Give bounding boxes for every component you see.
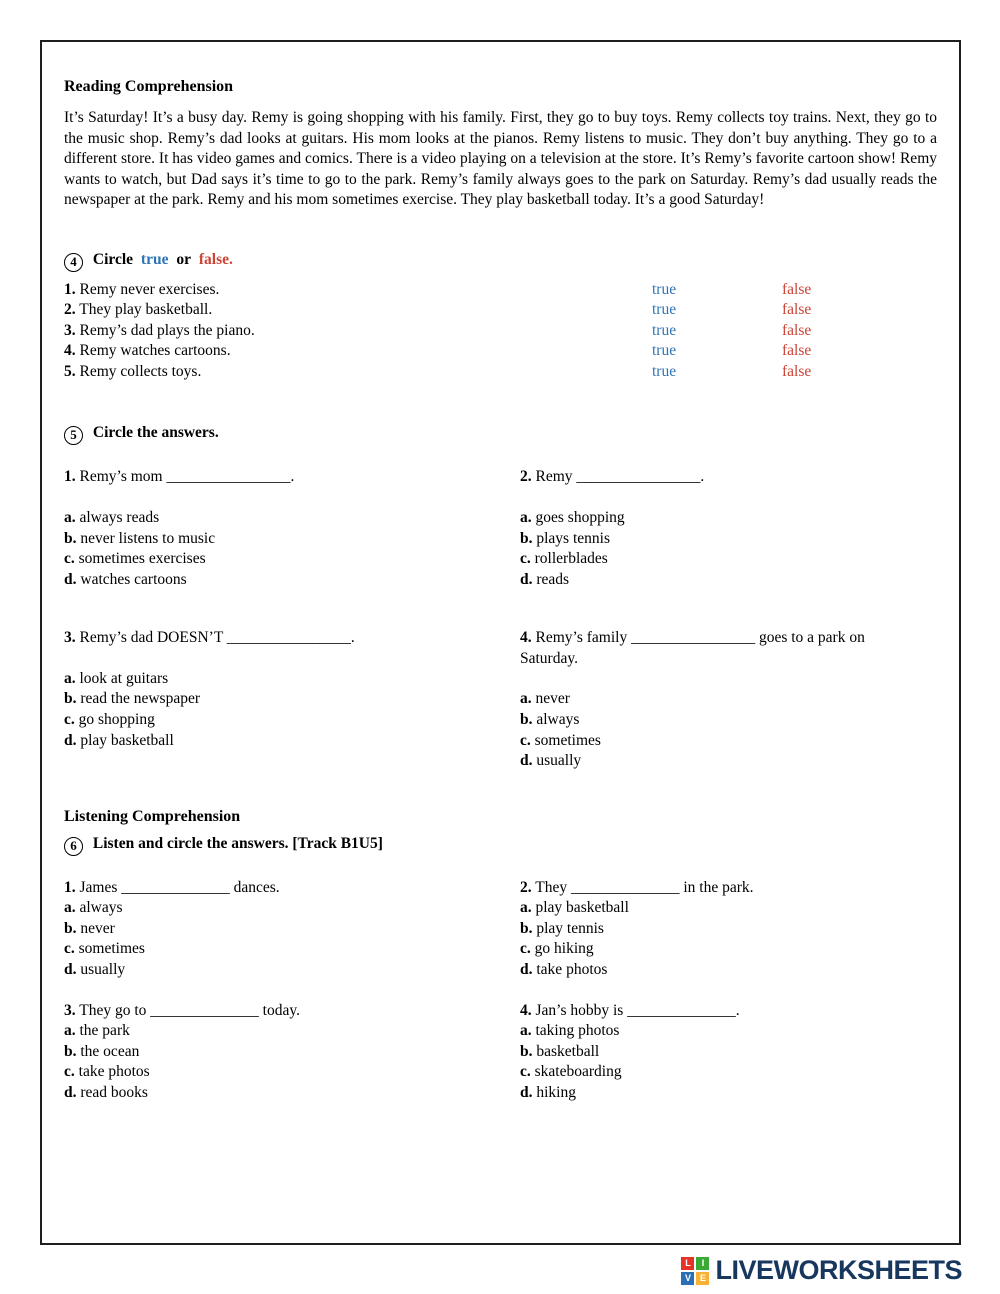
option-text: always: [536, 710, 580, 728]
question-number: 3.: [64, 629, 76, 647]
answer-option[interactable]: [64, 1042, 520, 1063]
question-block: [64, 628, 520, 771]
option-letter: a.: [520, 690, 532, 708]
tf-item-statement: Remy watches cartoons.: [79, 342, 231, 360]
section6-heading: [64, 835, 937, 856]
option-letter: c.: [64, 1063, 75, 1081]
heading-word-false: false.: [198, 250, 233, 268]
option-text: sometimes exercises: [78, 550, 206, 568]
question-text: Remy’s mom ________________.: [79, 468, 295, 486]
tf-true-option[interactable]: true: [652, 321, 677, 339]
answer-option[interactable]: [64, 570, 520, 591]
question-number: 3.: [64, 1001, 76, 1019]
liveworksheets-logo: [681, 1255, 962, 1286]
tf-true-option[interactable]: true: [652, 280, 677, 298]
question-block: [64, 878, 520, 981]
option-text: basketball: [536, 1042, 600, 1060]
question-text: Remy ________________.: [535, 468, 705, 486]
tf-item: [64, 321, 937, 342]
option-text: look at guitars: [79, 669, 169, 687]
option-text: take photos: [78, 1063, 150, 1081]
option-letter: a.: [520, 508, 532, 526]
answer-option[interactable]: [64, 1021, 520, 1042]
tf-item-number: 2.: [64, 301, 76, 319]
section6-heading-text: Listen and circle the answers. [Track B1U5]: [92, 834, 383, 852]
option-text: always reads: [79, 508, 160, 526]
question-text: They go to ______________ today.: [79, 1001, 300, 1019]
answer-option[interactable]: [64, 1062, 520, 1083]
tf-item-text: [64, 321, 652, 342]
liveworksheets-icon: [681, 1257, 709, 1285]
option-letter: b.: [64, 529, 77, 547]
option-text: never: [80, 919, 115, 937]
section5-heading: [64, 424, 937, 445]
answer-option[interactable]: [64, 960, 520, 981]
option-text: sometimes: [534, 731, 601, 749]
option-text: play basketball: [535, 899, 629, 917]
question-prompt: [520, 878, 920, 899]
option-letter: d.: [520, 1083, 533, 1101]
answer-option[interactable]: [64, 669, 520, 690]
worksheet-page: [40, 40, 961, 1245]
section6-questions: [64, 878, 937, 1104]
option-letter: c.: [64, 711, 75, 729]
answer-option[interactable]: [520, 508, 920, 529]
option-text: reads: [536, 570, 570, 588]
option-letter: d.: [64, 570, 77, 588]
answer-option[interactable]: [520, 549, 920, 570]
option-text: goes shopping: [535, 508, 625, 526]
option-letter: b.: [64, 919, 77, 937]
answer-option[interactable]: [520, 570, 920, 591]
answer-option[interactable]: [520, 529, 920, 550]
tf-item-text: [64, 280, 652, 301]
question-prompt: [64, 1001, 520, 1022]
tf-true-option[interactable]: true: [652, 362, 677, 380]
answer-option[interactable]: [520, 731, 920, 752]
question-block: [64, 1001, 520, 1104]
option-letter: a.: [520, 1022, 532, 1040]
answer-option[interactable]: [64, 710, 520, 731]
tf-item-number: 5.: [64, 362, 76, 380]
option-letter: c.: [520, 1063, 531, 1081]
logo-square-e: E: [696, 1272, 709, 1285]
tf-false-option[interactable]: false: [782, 342, 812, 360]
section5-questions: [64, 467, 937, 771]
option-letter: b.: [520, 919, 533, 937]
option-letter: d.: [64, 961, 77, 978]
option-letter: d.: [64, 731, 77, 749]
logo-square-l: L: [681, 1257, 694, 1270]
heading-word-true: true: [140, 250, 169, 268]
option-letter: c.: [64, 550, 75, 568]
tf-item-statement: Remy collects toys.: [79, 362, 202, 380]
option-letter: b.: [520, 1042, 533, 1060]
option-text: usually: [80, 961, 126, 978]
answer-option[interactable]: [520, 689, 920, 710]
answer-option[interactable]: [64, 731, 520, 752]
option-letter: a.: [64, 1022, 76, 1040]
heading-word-circle: Circle: [92, 250, 134, 268]
option-letter: d.: [520, 570, 533, 588]
question-block: [520, 1001, 920, 1104]
question-text: Jan’s hobby is ______________.: [535, 1001, 740, 1019]
question-number: 4.: [520, 629, 532, 647]
option-text: rollerblades: [534, 550, 608, 568]
option-text: take photos: [536, 961, 608, 978]
brand-text: LIVEWORKSHEETS: [715, 1255, 962, 1285]
answer-option[interactable]: [64, 549, 520, 570]
tf-item-number: 3.: [64, 321, 76, 339]
tf-item-statement: Remy never exercises.: [79, 280, 220, 298]
option-text: play basketball: [80, 731, 174, 749]
question-text: Remy’s dad DOESN’T ________________.: [79, 629, 355, 647]
tf-item-statement: Remy’s dad plays the piano.: [79, 321, 255, 339]
option-text: never listens to music: [80, 529, 216, 547]
option-letter: a.: [64, 899, 76, 917]
answer-option[interactable]: [520, 1021, 920, 1042]
tf-item-text: [64, 362, 652, 383]
option-text: sometimes: [78, 940, 145, 958]
section5-heading-text: Circle the answers.: [92, 424, 219, 442]
true-false-list: [64, 280, 937, 383]
option-letter: c.: [520, 731, 531, 749]
tf-item: [64, 362, 937, 383]
answer-option[interactable]: [520, 960, 920, 981]
option-text: go shopping: [78, 711, 155, 729]
option-text: always: [79, 899, 123, 917]
answer-option[interactable]: [64, 1083, 520, 1104]
tf-item-text: [64, 300, 652, 321]
tf-false-option[interactable]: false: [782, 362, 812, 380]
tf-true-option[interactable]: true: [652, 301, 677, 319]
circled-number-4: 4: [64, 253, 83, 272]
option-letter: b.: [520, 710, 533, 728]
tf-true-option[interactable]: true: [652, 342, 677, 360]
answer-option[interactable]: [520, 919, 920, 940]
tf-item: [64, 280, 937, 301]
option-text: read the newspaper: [80, 690, 201, 708]
option-text: skateboarding: [534, 1063, 622, 1081]
heading-word-or: or: [176, 250, 191, 268]
option-text: go hiking: [534, 940, 594, 958]
tf-item-number: 1.: [64, 280, 76, 298]
tf-false-option[interactable]: false: [782, 321, 812, 339]
logo-square-v: V: [681, 1272, 694, 1285]
answer-option[interactable]: [64, 508, 520, 529]
option-text: read books: [80, 1083, 148, 1101]
tf-item-text: [64, 341, 652, 362]
option-letter: b.: [64, 690, 77, 708]
question-number: 1.: [64, 468, 76, 486]
option-letter: b.: [520, 529, 533, 547]
question-block: [520, 878, 920, 981]
option-text: the park: [79, 1022, 130, 1040]
tf-item: [64, 300, 937, 321]
tf-false-option[interactable]: false: [782, 280, 812, 298]
option-letter: c.: [520, 940, 531, 958]
tf-item: [64, 341, 937, 362]
answer-option[interactable]: [520, 1083, 920, 1104]
question-prompt: [520, 628, 920, 669]
question-text: Remy’s family ________________ goes to a park on Saturday.: [520, 629, 865, 667]
circled-number-6: 6: [64, 837, 83, 856]
option-letter: b.: [64, 1042, 77, 1060]
answer-option[interactable]: [64, 529, 520, 550]
answer-option[interactable]: [64, 689, 520, 710]
option-text: never: [535, 690, 570, 708]
option-letter: d.: [520, 752, 533, 770]
question-number: 1.: [64, 878, 76, 896]
question-prompt: [520, 1001, 920, 1022]
question-prompt: [64, 467, 520, 488]
option-text: plays tennis: [536, 529, 610, 547]
answer-option[interactable]: [520, 710, 920, 731]
answer-option[interactable]: [520, 1042, 920, 1063]
question-block: [520, 467, 920, 590]
answer-option[interactable]: [64, 898, 520, 919]
question-block: [520, 628, 920, 771]
option-letter: a.: [64, 508, 76, 526]
option-text: hiking: [536, 1083, 576, 1101]
option-letter: a.: [520, 899, 532, 917]
logo-square-i: I: [696, 1257, 709, 1270]
question-prompt: [520, 467, 920, 488]
answer-option[interactable]: [520, 1062, 920, 1083]
circled-number-5: 5: [64, 426, 83, 445]
answer-option[interactable]: [520, 898, 920, 919]
option-letter: c.: [520, 550, 531, 568]
answer-option[interactable]: [64, 939, 520, 960]
answer-option[interactable]: [64, 919, 520, 940]
question-prompt: [64, 628, 520, 649]
option-text: usually: [536, 752, 582, 770]
answer-option[interactable]: [520, 939, 920, 960]
tf-item-statement: They play basketball.: [79, 301, 213, 319]
question-prompt: [64, 878, 520, 899]
option-text: watches cartoons: [80, 570, 187, 588]
question-text: James ______________ dances.: [79, 878, 280, 896]
option-text: taking photos: [535, 1022, 620, 1040]
option-letter: a.: [64, 669, 76, 687]
question-block: [64, 467, 520, 590]
reading-title: Reading Comprehension: [64, 78, 234, 95]
question-number: 4.: [520, 1001, 532, 1019]
question-text: They ______________ in the park.: [535, 878, 754, 896]
option-text: play tennis: [536, 919, 604, 937]
option-letter: d.: [64, 1083, 77, 1101]
section4-heading: [64, 251, 937, 272]
reading-passage: It’s Saturday! It’s a busy day. Remy is going shopping with his family. First, they go to buy toys. Remy collects toy trains. Next, they go to the music shop. Remy’s dad looks at guitars. His mom looks at the pianos. Remy listens to music. They don’t buy anything. They go to a different store. It has video games and comics. There is a video playing on a television at the store. It’s Remy’s favorite cartoon show! Remy wants to watch, but Dad says it’s time to go to the park. Remy’s family always goes to the park on Saturday. Remy’s dad usually reads the newspaper at the park. Remy and his mom sometimes exercise. They play basketball today. It’s a good Saturday!: [64, 109, 937, 208]
option-letter: c.: [64, 940, 75, 958]
option-text: the ocean: [80, 1042, 140, 1060]
question-number: 2.: [520, 878, 532, 896]
answer-option[interactable]: [520, 751, 920, 772]
option-letter: d.: [520, 961, 533, 978]
listening-title: Listening Comprehension: [64, 807, 241, 825]
tf-false-option[interactable]: false: [782, 301, 812, 319]
question-number: 2.: [520, 468, 532, 486]
tf-item-number: 4.: [64, 342, 76, 360]
